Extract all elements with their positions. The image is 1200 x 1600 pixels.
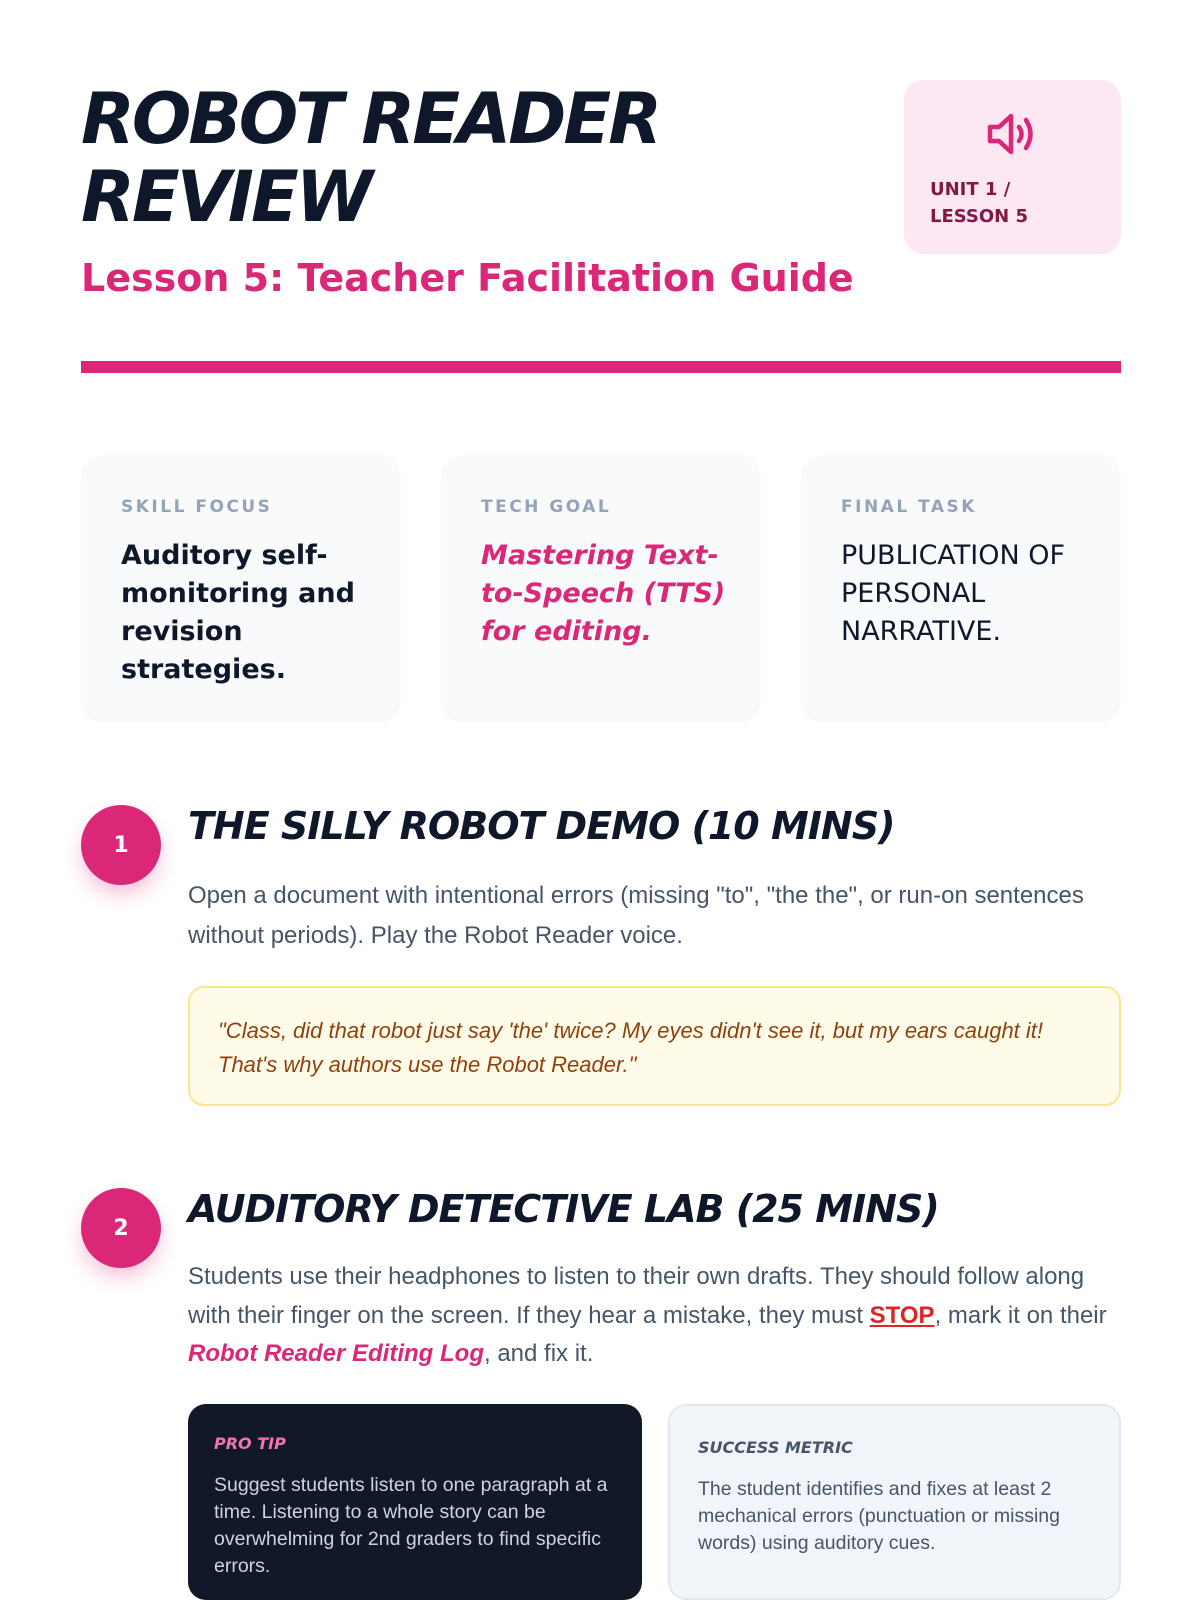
section-body [188, 1258, 1108, 1374]
card-value: Auditory self-monitoring and revision strategies. [121, 540, 355, 685]
title-line-1: ROBOT READER [81, 78, 660, 160]
section-title: THE SILLY ROBOT DEMO (10 MINS) [188, 804, 895, 848]
badge-unit: UNIT 1 / [930, 179, 1011, 200]
pro-tip-box [188, 1404, 642, 1600]
editing-log-reference: Robot Reader Editing Log [188, 1340, 484, 1367]
card-label: TECH GOAL [481, 497, 612, 517]
final-task-card [801, 455, 1121, 723]
skill-focus-card [81, 455, 401, 723]
pro-tip-label: PRO TIP [214, 1434, 286, 1453]
header-divider [81, 361, 1121, 373]
unit-lesson-badge [904, 80, 1121, 254]
title-line-2: REVIEW [81, 156, 370, 238]
success-metric-label: SUCCESS METRIC [698, 1438, 853, 1457]
badge-lesson: LESSON 5 [930, 206, 1029, 227]
page-subtitle: Lesson 5: Teacher Facilitation Guide [81, 256, 854, 300]
step-number-2: 2 [81, 1188, 161, 1268]
card-value: PUBLICATION OF PERSONAL NARRATIVE. [841, 540, 1066, 647]
section-title: AUDITORY DETECTIVE LAB (25 MINS) [188, 1187, 939, 1231]
body-text-part: , and fix it. [483, 1340, 594, 1367]
stop-emphasis: STOP [869, 1301, 935, 1329]
teacher-script-quote: "Class, did that robot just say 'the' twice? My eyes didn't see it, but my ears caught it! That's why authors use the Robot Reader." [188, 986, 1121, 1106]
speaker-icon [984, 110, 1038, 158]
badge-text [930, 176, 1100, 230]
success-metric-box [668, 1404, 1121, 1600]
tech-goal-card [441, 455, 761, 723]
section-body: Open a document with intentional errors (missing "to", "the the", or run-on sentences without periods). Play the Robot Reader voice. [188, 882, 1084, 949]
body-text-part: , mark it on their [934, 1301, 1107, 1329]
success-metric-text: The student identifies and fixes at least 2 mechanical errors (punctuation or missing words) using auditory cues. [698, 1478, 1060, 1554]
card-value: Mastering Text-to-Speech (TTS) for editing. [481, 540, 726, 647]
step-number-1: 1 [81, 805, 161, 885]
card-label: FINAL TASK [841, 497, 977, 517]
body-text-part: Students use their headphones to listen to their own drafts. They should follow along with their finger on the screen. If they hear a mistake, they must [188, 1263, 1085, 1329]
page-title [81, 80, 841, 236]
card-label: SKILL FOCUS [121, 497, 273, 517]
pro-tip-text: Suggest students listen to one paragraph at a time. Listening to a whole story can be overwhelming for 2nd graders to find specific errors. [214, 1474, 608, 1577]
